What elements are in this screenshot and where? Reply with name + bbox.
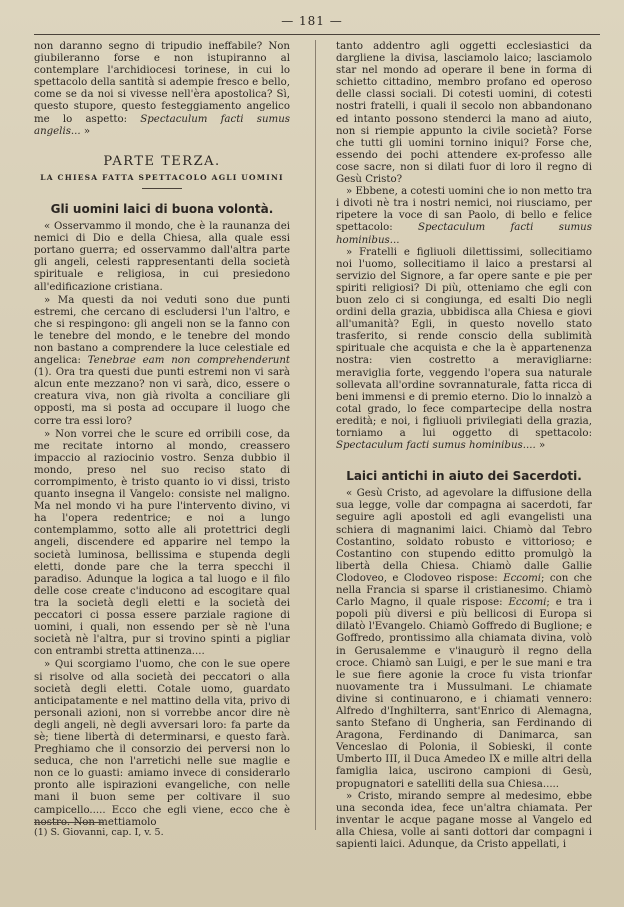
latin-quote: Tenebrae eam non comprehenderunt	[87, 355, 290, 367]
paragraph-text: »	[538, 440, 546, 452]
page-number: — 181 —	[281, 14, 343, 28]
column-divider	[315, 40, 316, 830]
paragraph-text: ; e tra i popoli più diversi e più bellicosi di Europa si dilatò l'Evangelo. Chiamò Goffredo di Buglione; e Goffredo, prontissimo alla chiamata divina, volò in Gerusalemme e v'inaugurò il regno della croce. Chiamò san Luigi, e per le sue mani e tra le sue fiere agonie la croce fu vista trionfar nuovamente tra i Mussulmani. Le chiamate divine si continuarono, e i chiamati vennero: Alfredo d'Inghilterra, sant'Enrico di Alemagna, santo Stefano di Ungheria, san Ferdinando di Aragona, Ferdinando di Danimarca, san Venceslao di Polonia, il Sobieski, il conte Umberto III, il Duca Amedeo IX e mille altri della famiglia laica, uscirono campioni di Gesù, propugnatori e satelliti della sua Chiesa.....	[336, 597, 592, 790]
latin-quote: Spectaculum facti sumus angelis...	[34, 113, 290, 137]
latin-quote: Spectaculum facti sumus hominibus...	[336, 222, 592, 246]
latin-quote: Spectaculum facti sumus hominibus....	[336, 440, 536, 452]
paragraph-text: « Gesù Cristo, ad agevolare la diffusione della sua legge, volle dar compagna ai sacerdoti, far seguire agli apostoli ed agli evangelisti una schiera di magnanimi laici. Chiamò dal Tebro Costantino, soldato robusto e vittorioso; e Costantino con stupendo editto promulgò la libertà della Chiesa. Chiamò dalle Gallie Clodoveo, e Clodoveo rispose:	[336, 488, 592, 584]
footnote: (1) S. Giovanni, cap. I, v. 5.	[34, 827, 164, 838]
paragraph-text: »	[83, 125, 91, 137]
part-title: PARTE TERZA.	[103, 153, 221, 169]
paragraph	[34, 41, 290, 138]
paragraph: » Non vorrei che le scure ed orribili cose, da me recitate intorno al mondo, creassero impaccio al raziocinio vostro. Senza dubbio il mondo, preso nel suo reciso stato di corrompimento, è tristo quanto io vi dissi, tristo quanto insegna il Vangelo: consiste nel maligno. Ma nel mondo vi ha pure l'intervento divino, vi ha l'opera redentrice; e noi a lungo contemplammo, sotto alle ali protettrici degli angeli, discendere ed apparire nel tempo la società luminosa, bellissima e stupenda degli eletti, donde pare che la terra specchi il paradiso. Adunque la logica a tal luogo e il filo delle cose create c'inducono ad escogitare qual tra la società degli eletti e la società dei peccatori ci possa essere parziale ragione di uomini, i quali, non essendo per sè nè l'una società nè l'altra, pur si trovino spinti a pigliar con entrambi stretta attinenza....	[34, 428, 290, 658]
paragraph: » Cristo, mirando sempre al medesimo, ebbe una seconda idea, fece un'altra chiamata. Per inventar le acque pagane mosse al Vangelo ed alla Chiesa, volle ai santi dottori dar compagni i sapienti laici. Adunque, da Cristo appellati, i	[336, 790, 592, 850]
part-subtitle: LA CHIESA FATTA SPETTACOLO AGLI UOMINI	[40, 172, 284, 182]
italic-word: Eccomi	[503, 572, 542, 584]
right-column	[336, 41, 592, 851]
paragraph	[34, 295, 290, 428]
paragraph-text: (1). Ora tra questi due punti estremi non vi sarà alcun ente mezzano? non vi sarà, dico, essere o creatura viva, non già rivolta a conciliare gli opposti, ma si posta ad occupare il luogo che corre tra essi loro?	[34, 367, 290, 427]
paragraph: « Osservammo il mondo, che è la raunanza dei nemici di Dio e della Chiesa, alla quale essi portano guerra; ed osservammo dall'altra parte gli angeli, celesti rappresentanti della società spirituale e religiosa, in cui presiedono all'edificazione cristiana.	[34, 221, 290, 293]
paragraph: » Qui scorgiamo l'uomo, che con le sue opere si risolve od alla società dei peccatori o alla società degli eletti. Cotale uomo, guardato anticipatamente e nel mattino della vita, privo di personali azioni, non si vorrebbe ancor dire nè degli angeli, nè degli avversari loro: fa parte da sè; tiene libertà di determinarsi, e questo farà. Preghiamo che il consorzio dei perversi non lo seduca, che non l'arretichi nelle sue maglie e non ce lo guasti: amiamo invece di considerarlo pronto alle ispirazioni evangeliche, con nelle mani il buon seme per coltivare il suo campicello..... Ecco che egli viene, ecco che è nostro. Non mettiamolo	[34, 659, 290, 828]
paragraph-text: ; con che nella Francia si sparse il cristianesimo. Chiamò Carlo Magno, il quale rispose:	[336, 572, 592, 609]
section-title: Laici antichi in aiuto dei Sacerdoti.	[346, 469, 582, 484]
italic-word: Eccomi	[508, 597, 547, 609]
footnote-rule	[34, 822, 104, 823]
paragraph	[336, 488, 592, 790]
paragraph-text: » Ma questi da noi veduti sono due punti estremi, che cercano di escludersi l'un l'altro, e che si respingono: gli angeli non se la fanno con le tenebre del mondo, e le tenebre del mondo non bastano a comprendere la luce celestiale ed angelica:	[34, 294, 290, 367]
divider	[142, 188, 182, 189]
paragraph	[336, 186, 592, 246]
paragraph	[336, 247, 592, 453]
paragraph-text: » Ebbene, a cotesti uomini che io non metto tra i divoti nè tra i nostri nemici, noi riusciamo, per ripetere la voce di san Paolo, di bello e felice spettacolo:	[336, 186, 592, 234]
paragraph: tanto addentro agli oggetti ecclesiastici da dargliene la divisa, lasciamolo laico; lasciamolo star nel mondo ad operare il bene in forma di schietto cittadino, membro profano ed operoso delle classi sociali. Di cotesti uomini, di cotesti nostri fratelli, i quali il secolo non abbandonano ed intanto possono stenderci la mano ad aiuto, non si riempie appunto la civile società? Forse che tutti gli uomini tornino iniqui? Forse che, essendo dei pochi attendere ex-professo alle cose sacre, non si dilati fuor di loro il regno di Gesù Cristo?	[336, 41, 592, 186]
paragraph-text: » Fratelli e figliuoli dilettissimi, sollecitiamo noi l'uomo, sollecitiamo il laico a prestarsi al servizio del Signore, a far opere sante e pie per spiriti religiosi? Di più, otteniamo che egli con buon zelo ci si congiunga, ed esalti Dio negli ordini della grazia, ubbidisca alla Chiesa e giovi all'umanità? Egli, in questo novello stato trasferito, si rende conscio della sublimità spirituale che acquista e che la è appartenenza nostra: vien costretto a meravigliarne: meraviglia forte, veggendo l'opera sua naturale sollevata all'ordine sovrannaturale, fatta ricca di beni immensi e di premio eterno. Dio lo innalzò a cotal grado, lo fece compartecipe della nostra eredità; e noi, i figliuoli privilegiati della grazia, torniamo a lui oggetto di spettacolo:	[336, 246, 592, 439]
left-column	[34, 41, 290, 829]
paragraph-text: non daranno segno di tripudio ineffabile? Non giubileranno forse e non istupiranno al contemplare l'archidiocesi torinese, in cui lo spettacolo della santità si adempie fresco e bello, come se da noi si vivesse nell'èra apostolica? Sì, questo stupore, questo festeggiamento angelico me lo aspetto:	[34, 41, 290, 125]
section-title: Gli uomini laici di buona volontà.	[50, 201, 274, 216]
header-rule	[34, 34, 600, 35]
